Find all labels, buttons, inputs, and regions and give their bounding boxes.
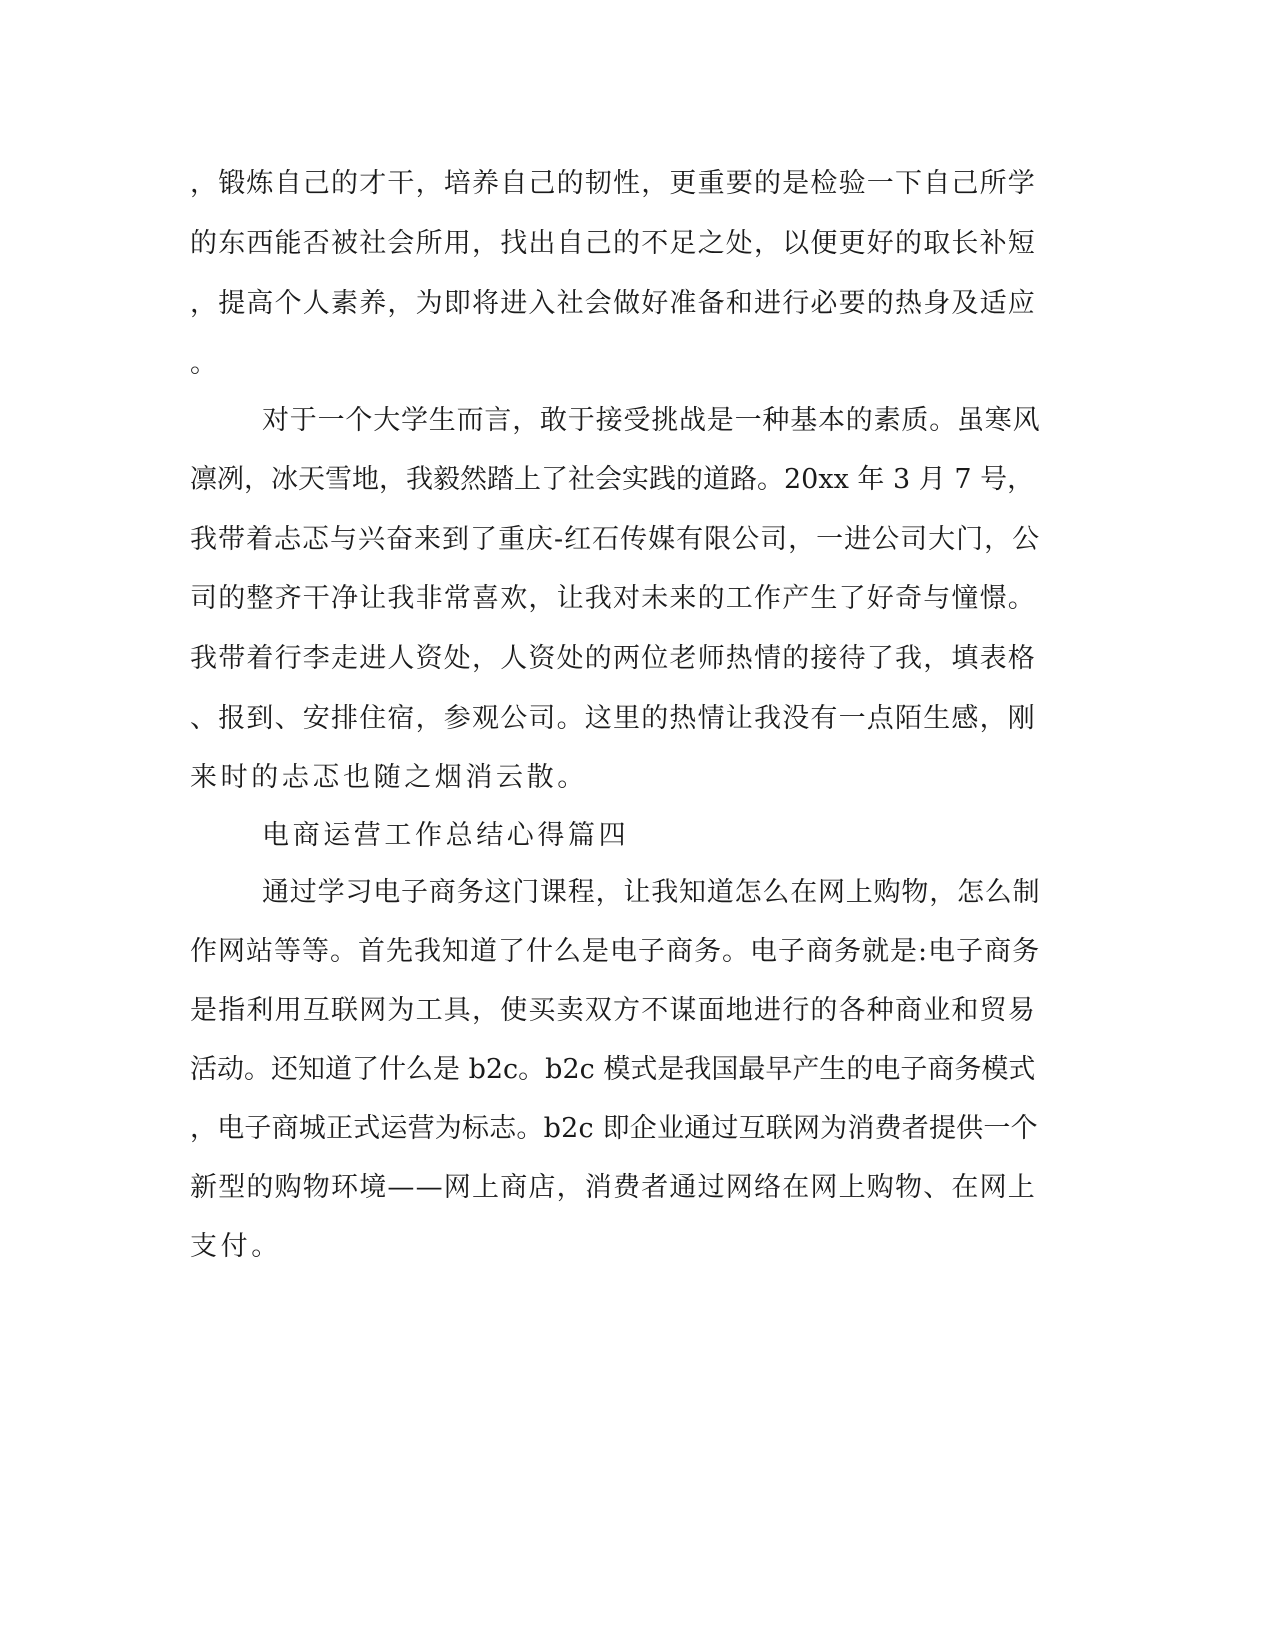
paragraph-line: 凛冽，冰天雪地，我毅然踏上了社会实践的道路。20xx 年 3 月 7 号， [190,464,1035,495]
paragraph-line: 司的整齐干净让我非常喜欢，让我对未来的工作产生了好奇与憧憬。 [190,583,1036,614]
section-heading: 电商运营工作总结心得篇四 [262,820,630,851]
paragraph-line: 活动。还知道了什么是 b2c。b2c 模式是我国最早产生的电子商务模式 [190,1054,1036,1085]
paragraph-line: ，电子商城正式运营为标志。b2c 即企业通过互联网为消费者提供一个 [190,1113,1038,1144]
paragraph-line: 是指利用互联网为工具，使买卖双方不谋面地进行的各种商业和贸易 [190,995,1036,1026]
paragraph-line: 新型的购物环境——网上商店，消费者通过网络在网上购物、在网上 [190,1172,1036,1203]
paragraph-line: 我带着忐忑与兴奋来到了重庆-红石传媒有限公司，一进公司大门，公 [190,524,1041,555]
paragraph-line: 、报到、安排住宿，参观公司。这里的热情让我没有一点陌生感，刚 [190,703,1036,734]
paragraph-line: 。 [190,348,221,379]
paragraph-line: ，提高个人素养，为即将进入社会做好准备和进行必要的热身及适应 [190,288,1036,319]
paragraph-line: 对于一个大学生而言，敢于接受挑战是一种基本的素质。虽寒风 [262,405,1041,436]
paragraph-line: 作网站等等。首先我知道了什么是电子商务。电子商务就是:电子商务 [190,936,1041,967]
paragraph-line: ，锻炼自己的才干，培养自己的韧性，更重要的是检验一下自己所学 [190,168,1036,199]
paragraph-line: 通过学习电子商务这门课程，让我知道怎么在网上购物，怎么制 [262,877,1041,908]
paragraph-line: 我带着行李走进人资处，人资处的两位老师热情的接待了我，填表格 [190,643,1036,674]
paragraph-line: 来时的忐忑也随之烟消云散。 [190,762,588,793]
paragraph-line: 的东西能否被社会所用，找出自己的不足之处，以便更好的取长补短 [190,228,1036,259]
paragraph-line: 支付。 [190,1231,282,1262]
